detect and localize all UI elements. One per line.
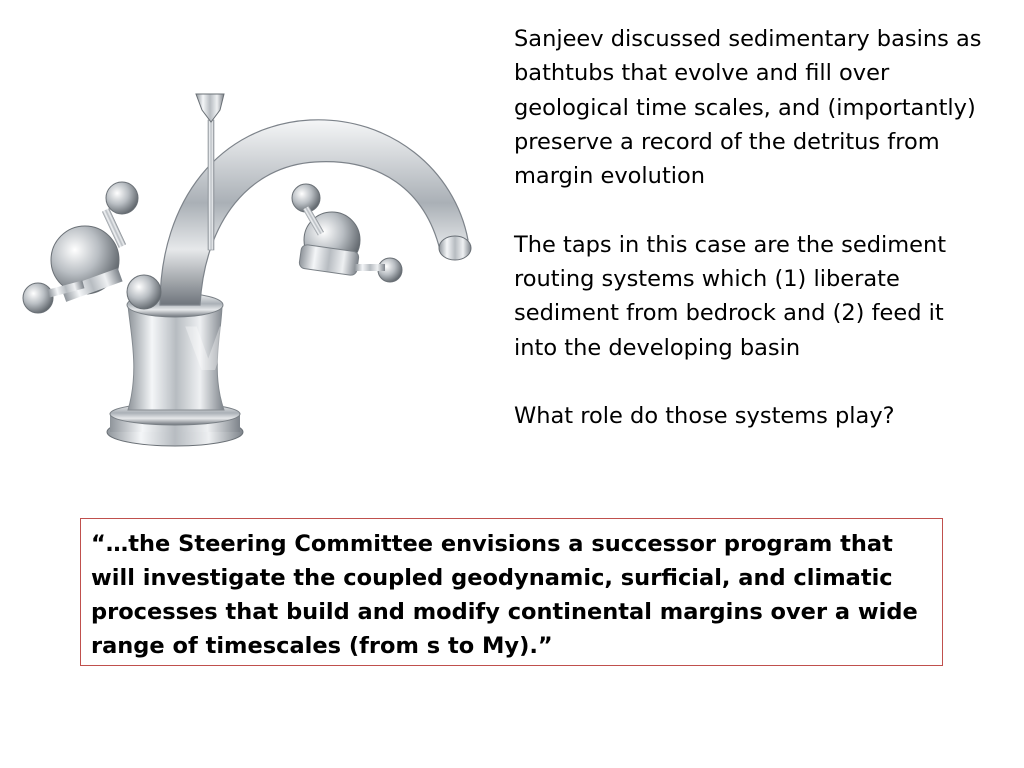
notes-question: What role do those systems play? bbox=[514, 403, 895, 430]
quote-text: “…the Steering Committee envisions a successor program that will investigate the coupled geodynamic, surficial, and climatic processes that build and modify continental margins over a wide range of timescales (from s to My).” bbox=[91, 531, 918, 659]
faucet-icon bbox=[10, 80, 500, 460]
notes-paragraph-taps: The taps in this case are the sediment routing systems which (1) liberate sediment from bedrock and (2) feed it into the developing basin bbox=[514, 231, 947, 361]
svg-text:VP: VP bbox=[185, 315, 276, 385]
notes-paragraph-basins: Sanjeev discussed sedimentary basins as bathtubs that evolve and fill over geological time scales, and (importantly) preserve a record of the detritus from margin evolution bbox=[514, 26, 982, 190]
faucet-image bbox=[10, 80, 500, 460]
quote-box bbox=[80, 518, 943, 666]
speaker-notes bbox=[514, 22, 984, 468]
